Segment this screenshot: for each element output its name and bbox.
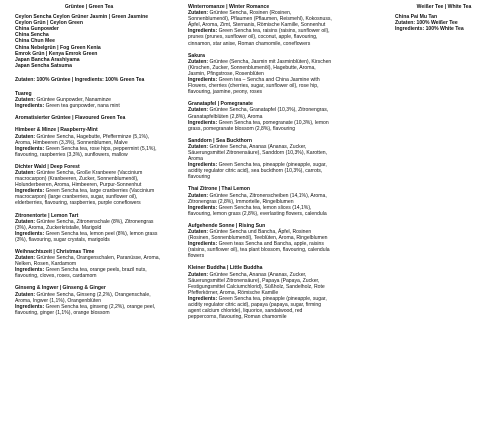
ingredients-text: Green tea – Sencha and China Jasmine with Flowers, cherries (cherries, sugar, sunflower oil), rose hip, flavouring, jasmine, peony, roses [188, 77, 320, 96]
tea-section [15, 91, 163, 109]
zutaten-label: Zutaten: [15, 218, 37, 225]
zutaten-text: Grüntee Sencha, Orangenschalen, Paranüsse, Aroma, Nelken, Rosen, Kardamom [15, 255, 160, 268]
ingredients-line [188, 28, 332, 46]
ingredients-label: Ingredients: [188, 295, 219, 302]
ingredients-text: Green Sencha tea, ginseng (2,2%), orange peel, flavouring, ginger (1,1%), orange blossom [15, 303, 156, 316]
ingredients-label: Ingredients: [15, 267, 46, 274]
tea-name: Tuareg [15, 91, 32, 98]
tea-name: Kleiner Buddha | Little Buddha [188, 265, 263, 272]
tea-name: Aufgehende Sonne | Rising Sun [188, 222, 266, 229]
tea-section [188, 223, 332, 260]
zutaten-text: Grüntee Sencha und Bancha, Äpfel, Rosinen (Rosinen, Sonnenblumenöl), Teeblüten, Aroma, Ringelblumen [188, 229, 328, 242]
zutaten-text: Grüntee Sencha, Zitronenschale (8%), Zitronengras (3%), Aroma, Zuckerkristalle, Marigold [15, 218, 154, 231]
column-green-tea [15, 4, 163, 322]
zutaten-label: Zutaten: [188, 192, 210, 199]
tea-name: Thai Zitrone | Thai Lemon [188, 186, 250, 193]
ingredients-label: Ingredients: [15, 103, 46, 110]
ingredients-line [15, 304, 163, 316]
zutaten-text: Grüntee (Sencha, Jasmin mit Jasminblüten), Kirschen (Kirschen, Zucker, Sonnenblumenöl), Hagebutte, Aroma, Jasmin, Pfingstrose, Rosenblüten [188, 58, 332, 77]
zutaten-label: Zutaten: [188, 143, 210, 150]
green-tea-list [15, 14, 163, 69]
ingredients-text: Green tea gunpowder, nana mint [45, 103, 120, 110]
zutaten-label: Zutaten: [15, 133, 37, 140]
tea-name: Aromatisierter Grüntee | Flavoured Green Tea [15, 115, 126, 122]
green-tea-ingredients [15, 77, 163, 83]
ingredients-text: Green Sencha tea, pineapple (pineapple, sugar, acidity regulator citric acid), sea buckthorn (10,3%), carrots, flavouring [188, 162, 327, 181]
ingredients-line [188, 162, 332, 180]
tea-section [15, 115, 163, 121]
zutaten-line [188, 10, 332, 28]
zutaten-text: Grüntee Sencha, Hagebutte, Pfefferminze (5,1%), Aroma, Himbeeren (3,3%), Sonnenblumen, Malve [15, 133, 150, 146]
list-item: China Gunpowder [15, 26, 59, 33]
ingredients-text: Green Sencha tea, orange peels, brazil nuts, flavouring, cloves, roses, cardamom [15, 267, 147, 280]
zutaten-line [15, 219, 163, 231]
ingredients-line [15, 103, 163, 109]
zutaten-text: Grüntee Gunpowder, Nanaminze [36, 97, 111, 104]
col2-sections [188, 4, 332, 320]
tea-section [188, 53, 332, 96]
ingredients-label: Ingredients: [188, 28, 219, 35]
zutaten-text: Grüntee Sencha, Ginseng (2,2%), Orangenschale, Aroma, Ingwer (1,1%), Orangenblüten [15, 291, 151, 304]
tea-name: Granatapfel | Pomegranate [188, 101, 253, 108]
ingredients-text: Green Sencha tea, lemon slices (14,1%), flavouring, lemon grass (2,8%), everlasting flowers, calendula [188, 204, 327, 217]
list-item: Japan Sencha Satsuma [15, 62, 72, 69]
zutaten-line [188, 144, 332, 162]
column-flavoured-green-tea [188, 4, 332, 326]
tea-name: Dichter Wald | Deep Forest [15, 163, 80, 170]
tea-name: Winterromanze | Winter Romance [188, 4, 270, 10]
zutaten-label: Zutaten: [15, 255, 37, 262]
zutaten-label: Zutaten: [188, 58, 210, 65]
ingredients-label: Ingredients: [15, 188, 46, 195]
list-item: Emrok Grün | Kenya Emrok Green [15, 50, 98, 57]
ingredients-line [188, 205, 332, 217]
zutaten-line [188, 193, 332, 205]
zutaten-line [15, 134, 163, 146]
green-tea-title: Grüntee | Green Tea [64, 4, 114, 10]
zutaten-line [15, 255, 163, 267]
column-white-tea [395, 4, 493, 32]
ingredients-line [188, 120, 332, 132]
ingredients-label: Ingredients: [188, 204, 219, 211]
zutaten-text: Grüntee Sencha, Zitronenscheiben (14,1%), Aroma, Zitronengras (2,8%), Immortelle, Ringelblumen [188, 192, 327, 205]
list-item: Japan Bancha Arashiyama [15, 56, 80, 63]
tea-section [188, 138, 332, 181]
ingredients-label: Ingredients: [188, 241, 219, 248]
list-item: Ingredients: 100% White Tea [395, 26, 464, 33]
list-item: China Chun Mee [15, 38, 55, 45]
tea-name: Zitronentorte | Lemon Tart [15, 212, 79, 219]
tea-name: Sakura [188, 52, 205, 59]
tea-name: Ginseng & Ingwer | Ginseng & Ginger [15, 285, 106, 292]
list-item: Zutaten: 100% Weißer Tee [395, 20, 458, 27]
ingredients-label: Ingredients: [15, 303, 46, 310]
list-item: China Nebelgrün | Fog Green Kenia [15, 44, 101, 51]
tea-section [15, 249, 163, 279]
tea-section [188, 4, 332, 47]
list-item: China Sencha [15, 32, 49, 39]
ingredients-line [188, 241, 332, 259]
zutaten-line [188, 59, 332, 77]
zutaten-text: Grüntee Sencha, Große Kranbeere (Vaccinium macrocarpon) (Kranbeeren, Zucker, Sonnenblumenöl), Holunderbeeren, Aroma, Himbeeren, Purpur-Sonnenhut [15, 169, 143, 189]
zutaten-label: Zutaten: [188, 229, 210, 235]
list-ingredients: Zutaten: 100% Grüntee | Ingredients: 100% Green Tea [15, 76, 145, 83]
zutaten-label: Zutaten: [15, 97, 37, 104]
ingredients-text: Green Sencha tea, pomegranate (10,3%), lemon grass, pomegranate blossom (2,8%), flavouring [188, 119, 329, 132]
ingredients-label: Ingredients: [15, 230, 46, 237]
tea-section [15, 164, 163, 207]
tea-section [15, 285, 163, 315]
list-item: Ceylon Sencha Ceylon Grüner Jasmin | Green Jasmine Ceylon Grün | Ceylon Green [15, 14, 149, 27]
col1-sections [15, 91, 163, 316]
tea-section [15, 213, 163, 243]
tea-name: Himbeer & Minze | Raspberry-Mint [15, 127, 98, 134]
zutaten-line [188, 229, 332, 241]
ingredients-line [15, 267, 163, 279]
ingredients-text: Green Sencha tea, pineapple (pineapple, sugar, acidity regulator citric acid), papaya (papaya, sugar, firming agent calcium chloride), liquorice, sandalwood, red peppercorns, flavouring, Roman chamomile [188, 295, 327, 321]
zutaten-label: Zutaten: [188, 271, 210, 278]
ingredients-text: Green Sencha tea, lemon peel (8%), lemon grass (3%), flavouring, sugar crystals, marigolds [15, 230, 158, 243]
zutaten-text: Grüntee Sencha, Granatapfel (10,3%), Zitronengras, Granatapfelblüten (2,8%), Aroma [188, 107, 329, 120]
list-item: China Pai Mu Tan [395, 14, 438, 21]
zutaten-line [188, 272, 332, 296]
tea-section [188, 101, 332, 131]
ingredients-line [15, 231, 163, 243]
ingredients-line [15, 188, 163, 206]
ingredients-label: Ingredients: [188, 77, 219, 84]
ingredients-line [15, 146, 163, 158]
zutaten-label: Zutaten: [188, 107, 210, 114]
ingredients-text: Green Sencha tea, rose hips, peppermint (5,1%), flavouring, raspberries (3,3%), sunflowers, mallow [15, 145, 157, 158]
white-tea-title: Weißer Tee | White Tea [416, 4, 472, 10]
zutaten-label: Zutaten: [188, 10, 210, 17]
zutaten-line [15, 170, 163, 188]
zutaten-text: Grüntee Sencha, Ananas (Ananas, Zucker, Säuerungsmittel Zitronensäure), Sanddorn (10,3%), Karotten, Aroma [188, 143, 328, 163]
ingredients-line [188, 77, 332, 95]
ingredients-text: Green teas Sencha and Bancha, apple, raisins (raisins, sunflower oil), tea plant blossom, flavouring, calendula flowers [188, 241, 330, 260]
zutaten-line [188, 107, 332, 119]
ingredients-label: Ingredients: [188, 162, 219, 169]
zutaten-line [15, 292, 163, 304]
tea-section [15, 127, 163, 157]
ingredients-text: Green Sencha tea, large cranberries (Vaccinium macrocarpon) (large cranberries, sugar, sunflower oil), elderberries, flavouring, raspberries, purple coneflowers [15, 188, 155, 207]
ingredients-line [188, 296, 332, 320]
tea-section [188, 186, 332, 216]
zutaten-label: Zutaten: [15, 291, 37, 298]
zutaten-text: Grüntee Sencha, Rosinen (Rosinen, Sonnenblumenöl), Pflaumen (Pflaumen, Reismehl), Kokosnuss, Äpfel, Aroma, Zimt, Sternanis, Römische Kamille, Sonnenhut [188, 10, 332, 29]
tea-section [188, 265, 332, 320]
zutaten-text: Grüntee Sencha, Ananas (Ananas, Zucker, Säuerungsmittel Zitronensäure), Papaya (Papaya, Zucker, Festigungsmittel Calciumchlorid), Süßholz, Sandelholz, Rote Pfefferkörner, Aroma, Römische Kamille [188, 271, 325, 296]
tea-name: Weihnachtszeit | Christmas Time [15, 249, 95, 255]
ingredients-text: Green Sencha tea, raisins (raisins, sunflower oil), prunes (prunes, sunflower oil), coconut, apple, flavouring, cinnamon, star anise, Roman chamomile, coneflowers [188, 28, 330, 47]
tea-name: Sanddorn | Sea Buckthorn [188, 137, 252, 144]
ingredients-label: Ingredients: [15, 145, 46, 152]
ingredients-label: Ingredients: [188, 119, 219, 126]
zutaten-label: Zutaten: [15, 169, 37, 176]
